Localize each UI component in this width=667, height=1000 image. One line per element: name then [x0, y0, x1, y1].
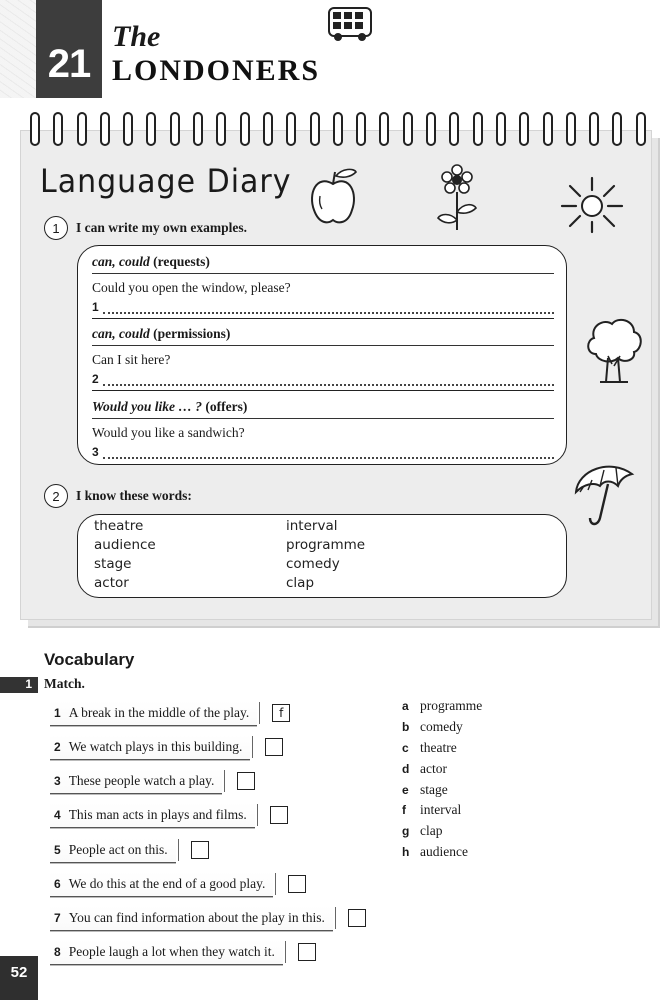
sentence-strip [50, 906, 333, 931]
example-sentence: Can I sit here? [92, 352, 171, 367]
example-heading [92, 399, 554, 419]
match-item [50, 768, 255, 794]
ring [496, 112, 506, 146]
tree-icon [584, 314, 644, 386]
ring [310, 112, 320, 146]
item-number: 7 [54, 910, 61, 925]
ring [589, 112, 599, 146]
option-letter: f [402, 803, 406, 818]
option-letter: d [402, 761, 410, 776]
sentence-strip [50, 701, 257, 726]
divider [92, 390, 554, 391]
ring [519, 112, 529, 146]
answer-box[interactable] [265, 738, 283, 756]
ring [426, 112, 436, 146]
match-item [50, 837, 209, 863]
diary-title: Language Diary [40, 162, 292, 201]
exercise-instruction: Match. [44, 676, 85, 691]
word: audience [94, 537, 156, 553]
option-word: comedy [420, 719, 463, 735]
sun-icon [556, 174, 628, 236]
answer-line-1[interactable] [92, 300, 554, 314]
word: theatre [94, 518, 144, 534]
sentence-strip [50, 735, 250, 760]
item-number: 8 [54, 944, 61, 959]
ring [123, 112, 133, 146]
umbrella-icon [570, 456, 642, 528]
option-word: programme [420, 698, 483, 714]
section-1-text: I can write my own examples. [76, 220, 247, 235]
apple-icon [306, 166, 360, 228]
word: clap [286, 575, 315, 591]
page-number: 52 [0, 956, 38, 1000]
ring [636, 112, 646, 146]
ring [170, 112, 180, 146]
ring [333, 112, 343, 146]
match-item [50, 871, 306, 897]
ring [543, 112, 553, 146]
answer-box[interactable] [270, 806, 288, 824]
example-heading-type: (permissions) [149, 326, 231, 341]
ring [263, 112, 273, 146]
bus-icon [325, 4, 375, 44]
item-text: People act on this. [68, 841, 168, 857]
torn-edge [178, 839, 181, 861]
answer-line-2[interactable] [92, 372, 554, 386]
section-2-text: I know these words: [76, 488, 192, 503]
item-text: People laugh a lot when they watch it. [68, 943, 275, 959]
option [402, 696, 482, 717]
torn-edge [224, 770, 227, 792]
spiral-binding [30, 112, 646, 150]
vocabulary-heading: Vocabulary [44, 650, 135, 669]
ring [379, 112, 389, 146]
option-word: theatre [420, 739, 457, 755]
torn-edge [335, 907, 338, 929]
sentence-strip [50, 940, 283, 965]
dotted-line [103, 302, 554, 314]
sentence-strip [50, 769, 222, 794]
options-list [402, 696, 482, 862]
line-number: 1 [92, 300, 99, 314]
torn-edge [285, 941, 288, 963]
example-sentence: Could you open the window, please? [92, 280, 291, 295]
option-word: clap [420, 823, 443, 839]
example-heading [92, 326, 554, 346]
section-1-heading [44, 216, 247, 240]
word: interval [286, 518, 338, 534]
item-text: This man acts in plays and films. [68, 806, 247, 822]
ring [53, 112, 63, 146]
torn-edge [259, 702, 262, 724]
title-the: The [112, 20, 161, 53]
divider [92, 318, 554, 319]
unit-number: 21 [47, 42, 91, 86]
option-letter: a [402, 699, 409, 714]
ring [356, 112, 366, 146]
item-text: These people watch a play. [68, 772, 215, 788]
item-text: You can find information about the play in this. [68, 909, 325, 925]
torn-edge [257, 804, 260, 826]
example-offers [92, 399, 554, 459]
option [402, 821, 482, 842]
example-heading [92, 254, 554, 274]
option [402, 779, 482, 800]
option [402, 758, 482, 779]
word: programme [286, 537, 366, 553]
answer-line-3[interactable] [92, 445, 554, 459]
dotted-line [103, 374, 554, 386]
words-left-column [94, 517, 156, 593]
answer-box[interactable]: f [272, 704, 290, 722]
option [402, 800, 482, 821]
map-decoration [0, 0, 36, 98]
item-number: 3 [54, 773, 61, 788]
match-item [50, 802, 288, 828]
match-item [50, 939, 316, 965]
option-word: stage [420, 781, 448, 797]
example-heading-type: (requests) [149, 254, 210, 269]
answer-box[interactable] [298, 943, 316, 961]
option [402, 842, 482, 863]
option-word: interval [420, 802, 462, 818]
ring [146, 112, 156, 146]
option-letter: e [402, 782, 409, 797]
option-word: audience [420, 843, 468, 859]
ring [100, 112, 110, 146]
torn-edge [252, 736, 255, 758]
ring [77, 112, 87, 146]
option-letter: c [402, 740, 409, 755]
ring [612, 112, 622, 146]
word: comedy [286, 556, 340, 572]
section-1-number: 1 [44, 216, 68, 240]
ring [566, 112, 576, 146]
sentence-strip [50, 803, 255, 828]
example-heading-modal: can, could [92, 254, 150, 269]
ring [473, 112, 483, 146]
item-text: We do this at the end of a good play. [68, 875, 266, 891]
example-requests [92, 254, 554, 319]
option [402, 717, 482, 738]
words-right-column [286, 517, 365, 593]
line-number: 2 [92, 372, 99, 386]
ring [403, 112, 413, 146]
ring [449, 112, 459, 146]
word: stage [94, 556, 132, 572]
ring [240, 112, 250, 146]
match-item [50, 905, 366, 931]
answer-box[interactable] [237, 772, 255, 790]
example-heading-type: (offers) [202, 399, 248, 414]
ring [286, 112, 296, 146]
example-heading-modal: can, could [92, 326, 150, 341]
item-number: 2 [54, 739, 61, 754]
ring [216, 112, 226, 146]
section-2-number: 2 [44, 484, 68, 508]
sentence-strip [50, 872, 273, 897]
ring [193, 112, 203, 146]
dotted-line [103, 447, 554, 459]
answer-box[interactable] [191, 841, 209, 859]
answer-box[interactable] [348, 909, 366, 927]
item-number: 1 [54, 705, 61, 720]
option-letter: g [402, 824, 410, 839]
item-number: 4 [54, 807, 61, 822]
ring [30, 112, 40, 146]
option-word: actor [420, 760, 447, 776]
exercise-number-badge: 1 [0, 677, 38, 693]
example-sentence: Would you like a sandwich? [92, 425, 245, 440]
item-text: We watch plays in this building. [68, 738, 243, 754]
answer-box[interactable] [288, 875, 306, 893]
item-text: A break in the middle of the play. [68, 704, 250, 720]
option-letter: b [402, 720, 410, 735]
example-permissions [92, 326, 554, 391]
flower-icon [434, 164, 480, 232]
sentence-strip [50, 838, 176, 863]
match-item [50, 734, 283, 760]
page-title: LONDONERS [112, 54, 321, 87]
section-2-heading [44, 484, 192, 508]
word: actor [94, 575, 129, 591]
example-heading-modal: Would you like … ? [92, 399, 203, 414]
option [402, 738, 482, 759]
item-number: 5 [54, 842, 61, 857]
option-letter: h [402, 844, 410, 859]
line-number: 3 [92, 445, 99, 459]
item-number: 6 [54, 876, 61, 891]
match-item [50, 700, 290, 726]
unit-badge [36, 0, 102, 98]
torn-edge [275, 873, 278, 895]
